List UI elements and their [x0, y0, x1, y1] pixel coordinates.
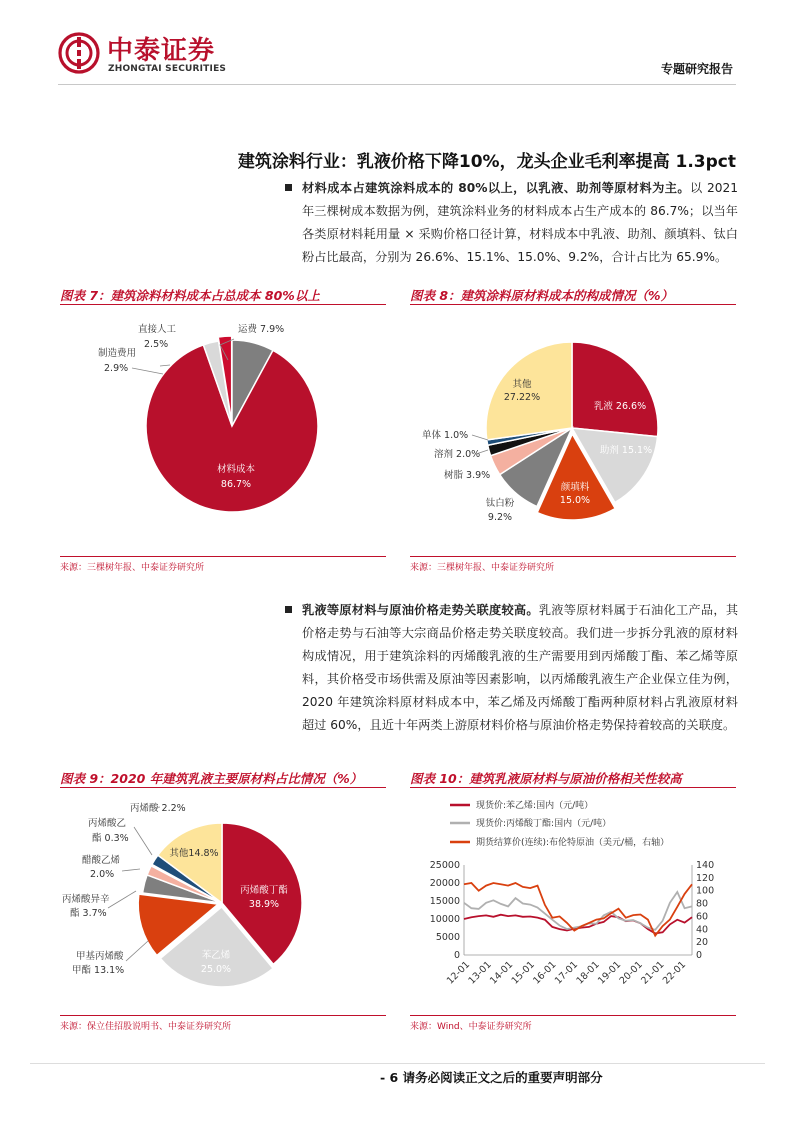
y-right-tick-label: 0	[696, 950, 703, 961]
y-right-tick-label: 140	[696, 860, 715, 871]
figure-10-title-rule	[410, 787, 736, 788]
x-tick-label: 20-01	[617, 959, 645, 987]
label-monomer: 单体 1.0%	[422, 430, 469, 441]
x-tick-label: 14-01	[488, 959, 516, 987]
x-tick-label: 21-01	[639, 959, 667, 987]
label-vinyl-acetate: 醋酸乙烯	[82, 855, 121, 866]
y-left-tick-label: 15000	[429, 896, 460, 907]
label-material-cost-value: 86.7%	[220, 479, 252, 490]
y-left-tick-label: 5000	[435, 932, 460, 943]
x-tick-label: 12-01	[444, 959, 473, 987]
figure-8-pie-chart	[410, 308, 736, 548]
figure-10-title: 图表 10：建筑乳液原材料与原油价格相关性较高	[410, 771, 682, 786]
paragraph-emulsion-oil	[302, 599, 738, 737]
figure-9-title: 图表 9：2020 年建筑乳液主要原材料占比情况（%）	[60, 771, 363, 786]
logo-name-cn: 中泰证券	[107, 36, 216, 66]
report-type-label: 专题研究报告	[660, 62, 733, 76]
label-solvent: 溶剂 2.0%	[434, 449, 481, 460]
pie-slices	[486, 342, 658, 520]
x-tick-label: 17-01	[552, 959, 581, 987]
legend-styrene: 现货价:苯乙烯:国内（元/吨）	[476, 801, 594, 811]
label-freight: 运费 7.9%	[238, 324, 285, 335]
label-vinyl-acetate-value: 2.0%	[90, 869, 115, 880]
label-acrylic-acid: 丙烯酸 2.2%	[130, 803, 186, 814]
x-tick-label: 13-01	[466, 959, 494, 987]
paragraph-lead: 乳液等原材料与原油价格走势关联度较高。	[302, 603, 539, 617]
figure-7-source-rule	[60, 556, 386, 557]
figure-7-pie-chart	[60, 308, 386, 548]
label-butyl-acrylate: 丙烯酸丁酯	[240, 885, 288, 896]
y-left-tick-label: 0	[453, 950, 460, 961]
label-filler: 颜填料	[560, 482, 590, 493]
label-manufacturing: 制造费用	[98, 348, 137, 359]
label-other-value: 27.22%	[503, 392, 541, 403]
figure-8-source: 来源：三棵树年报、中泰证券研究所	[410, 563, 555, 573]
pie-slice-8	[486, 342, 572, 440]
bullet-icon	[285, 606, 292, 613]
x-tick-label: 18-01	[574, 959, 602, 987]
label-ethyl-acrylate: 丙烯酸乙	[88, 818, 127, 829]
leader-line	[132, 368, 163, 374]
figure-7-source: 来源：三棵树年报、中泰证券研究所	[60, 563, 205, 573]
paragraph-material-cost	[302, 177, 738, 269]
label-manufacturing-value: 2.9%	[104, 363, 129, 374]
section-title: 建筑涂料行业：乳液价格下降10%，龙头企业毛利率提高 1.3pct	[237, 152, 736, 172]
label-styrene-value: 25.0%	[200, 964, 232, 975]
label-other: 其他	[512, 379, 532, 390]
y-left-tick-label: 10000	[429, 914, 460, 925]
label-filler-value: 15.0%	[559, 495, 591, 506]
leader-line	[108, 891, 136, 908]
label-direct-labor-value: 2.5%	[144, 339, 169, 350]
y-right-tick-label: 120	[696, 872, 715, 884]
footer-divider	[30, 1063, 765, 1064]
y-left-tick-label: 25000	[429, 860, 460, 871]
header-divider	[58, 84, 736, 85]
figure-10-source: 来源：Wind、中泰证券研究所	[410, 1022, 532, 1032]
figure-7-title: 图表 7：建筑涂料材料成本占总成本 80%以上	[60, 288, 320, 303]
paragraph-body: 乳液等原材料属于石油化工产品，其价格走势与石油等大宗商品价格走势关联度较高。我们进一步拆分乳液的原材料构成情况，用于建筑涂料的丙烯酸乳液的生产需要用到丙烯酸丁酯、苯乙烯等原料，其价格受市场供需及原油等因素影响，以丙烯酸乳液生产企业保立佳为例，2020 年建筑涂料原材料成本中，苯乙烯及丙烯酸丁酯两种原材料占乳液原材料超过 60%，且近十年两类上游原材料价格与原油价格走势保持着较高的关联度。	[302, 603, 739, 732]
figure-8-source-rule	[410, 556, 736, 557]
footer-disclaimer: - 6 请务必阅读正文之后的重要声明部分	[380, 1070, 603, 1085]
y-right-tick-label: 20	[696, 937, 709, 949]
leader-line	[126, 941, 148, 961]
label-mma-value: 甲酯 13.1%	[72, 965, 125, 976]
logo-mark-icon	[58, 32, 100, 74]
series-line-2	[464, 892, 692, 930]
figure-10-source-rule	[410, 1015, 736, 1016]
x-tick-label: 15-01	[509, 959, 537, 987]
label-isooctyl-acrylate: 丙烯酸异辛	[62, 894, 110, 905]
paragraph-lead: 材料成本占建筑涂料成本的 80%以上，以乳液、助剂等原材料为主。	[302, 181, 691, 195]
leader-line	[134, 827, 152, 855]
figure-9-title-rule	[60, 787, 386, 788]
label-titanium: 钛白粉	[485, 498, 515, 509]
label-emulsion: 乳液 26.6%	[593, 401, 647, 412]
label-ethyl-acrylate-value: 酯 0.3%	[92, 833, 129, 844]
series-line-1	[464, 915, 692, 934]
figure-8-title-rule	[410, 304, 736, 305]
label-material-cost: 材料成本	[216, 464, 256, 475]
label-isooctyl-acrylate-value: 酯 3.7%	[70, 908, 107, 919]
figure-9-pie-chart	[60, 791, 386, 1011]
chart-series	[464, 883, 692, 936]
legend-brent: 期货结算价(连续):布伦特原油（美元/桶，右轴）	[476, 838, 670, 848]
x-tick-label: 19-01	[596, 959, 624, 987]
figure-9-source: 来源：保立佳招股说明书、中泰证券研究所	[60, 1022, 232, 1032]
legend	[450, 799, 669, 848]
logo-name-en: ZHONGTAI SECURITIES	[108, 64, 227, 74]
figure-8-title: 图表 8：建筑涂料原材料成本的构成情况（%）	[410, 288, 674, 303]
label-styrene: 苯乙烯	[201, 950, 231, 961]
y-right-tick-label: 100	[696, 885, 715, 897]
label-butyl-acrylate-value: 38.9%	[248, 899, 280, 910]
label-additive: 助剂 15.1%	[599, 445, 653, 456]
x-tick-label: 16-01	[531, 959, 559, 987]
x-tick-label: 22-01	[660, 959, 689, 987]
pie-slice-1	[572, 342, 658, 437]
leader-line	[122, 869, 140, 871]
company-logo	[58, 30, 258, 80]
figure-10-line-chart	[410, 791, 736, 1013]
legend-butyl-acrylate: 现货价:丙烯酸丁酯:国内（元/吨）	[476, 819, 612, 829]
figure-9-source-rule	[60, 1015, 386, 1016]
y-left-tick-label: 20000	[429, 878, 460, 889]
label-resin: 树脂 3.9%	[444, 470, 491, 481]
label-mma: 甲基丙烯酸	[76, 951, 124, 962]
figure-7-title-rule	[60, 304, 386, 305]
label-titanium-value: 9.2%	[487, 512, 513, 523]
label-direct-labor: 直接人工	[138, 324, 177, 335]
y-right-tick-label: 80	[696, 898, 709, 910]
bullet-icon	[285, 184, 292, 191]
y-right-tick-label: 40	[696, 924, 709, 936]
label-other: 其他14.8%	[169, 848, 219, 859]
leader-line	[160, 365, 170, 366]
paragraph-body: 以 2021 年三棵树成本数据为例，建筑涂料业务的材料成本占生产成本的 86.7%；以当年各类原材料耗用量 × 采购价格口径计算，材料成本中乳液、助剂、颜填料、钛白粉占比最高，分别为 26.6%、15.1%、15.0%、9.2%，合计占比为 65.9%。	[302, 181, 738, 264]
y-right-tick-label: 60	[696, 911, 709, 923]
